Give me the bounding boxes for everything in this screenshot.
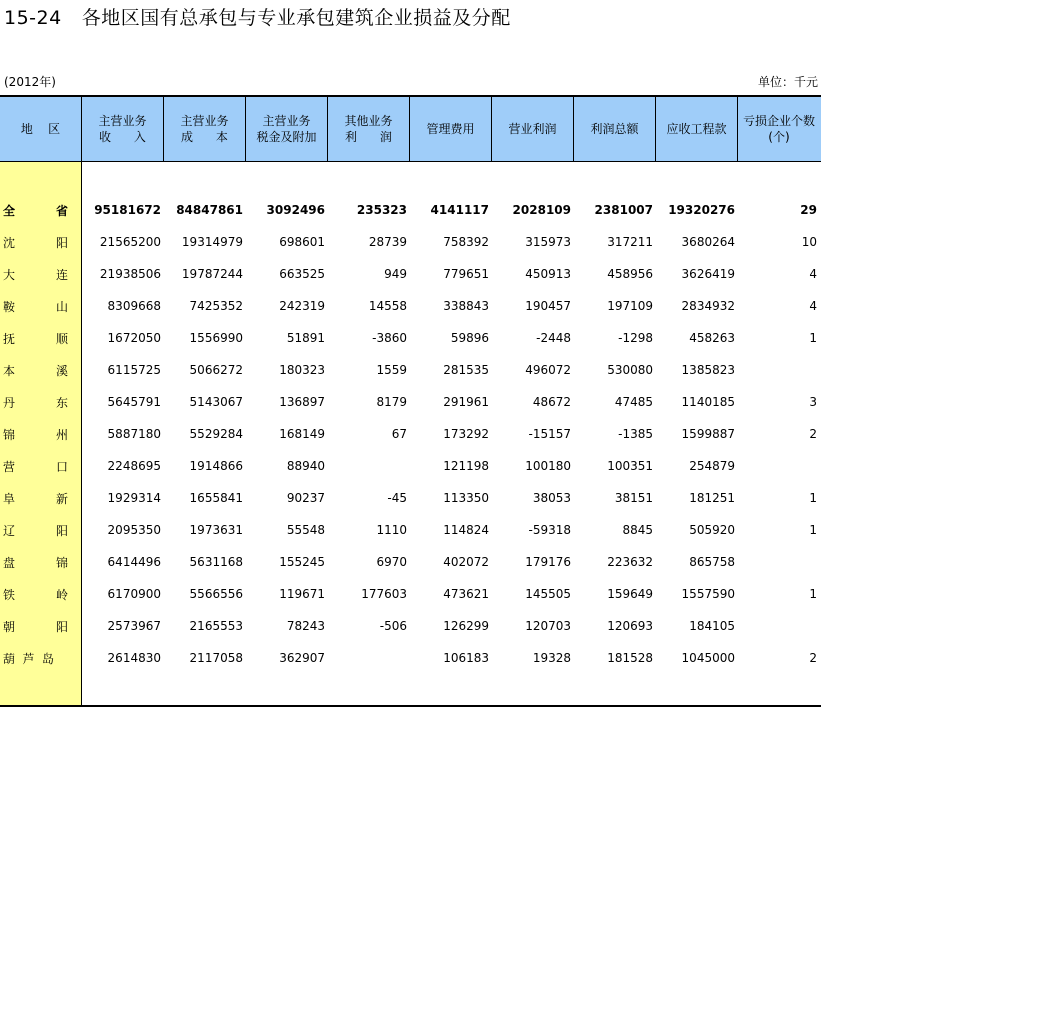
value-cell: 145505 (525, 587, 571, 601)
region-cell (0, 362, 82, 379)
value-cell: 181251 (689, 491, 735, 505)
value-cell: 121198 (443, 459, 489, 473)
table-row (0, 514, 821, 546)
value-cell: 3680264 (681, 235, 735, 249)
value-cell: 1385823 (681, 363, 735, 377)
value-cell: 168149 (279, 427, 325, 441)
value-cell: 19314979 (181, 235, 243, 249)
table-row (0, 386, 821, 418)
value-cell: 21938506 (99, 267, 161, 281)
value-cell: 14558 (368, 299, 407, 313)
table-row (0, 546, 821, 578)
region-char: 朝 (3, 619, 16, 634)
header-region: 地 区 (0, 97, 82, 161)
value-cell: 1655841 (189, 491, 243, 505)
region-char: 山 (55, 299, 68, 314)
value-cell: 59896 (450, 331, 489, 345)
value-cell: 5887180 (107, 427, 161, 441)
region-char: 丹 (3, 395, 16, 410)
value-cell: 159649 (607, 587, 653, 601)
page-title (4, 4, 511, 32)
table-row (0, 258, 821, 290)
value-cell: 67 (391, 427, 407, 441)
region-cell (0, 298, 82, 315)
value-cell: 5143067 (189, 395, 243, 409)
region-cell (0, 330, 82, 347)
table-row (0, 226, 821, 258)
value-cell: 2 (809, 427, 817, 441)
value-cell: 5645791 (107, 395, 161, 409)
value-cell: 254879 (689, 459, 735, 473)
value-cell: 315973 (525, 235, 571, 249)
value-cell: 38053 (532, 491, 571, 505)
value-cell: 1556990 (189, 331, 243, 345)
value-cell: 47485 (614, 395, 653, 409)
value-cell: 242319 (279, 299, 325, 313)
value-cell: 106183 (443, 651, 489, 665)
value-cell: 1045000 (681, 651, 735, 665)
region-char: 岛 (41, 651, 54, 666)
value-cell: 1 (809, 491, 817, 505)
value-cell: 1140185 (681, 395, 735, 409)
header-main-revenue: 主营业务 收 入 (82, 97, 164, 161)
value-cell: -506 (379, 619, 407, 633)
region-char: 岭 (55, 587, 68, 602)
value-cell: 100180 (525, 459, 571, 473)
value-cell: 113350 (443, 491, 489, 505)
value-cell: 126299 (443, 619, 489, 633)
value-cell: 179176 (525, 555, 571, 569)
value-cell: 402072 (443, 555, 489, 569)
table-row (0, 354, 821, 386)
value-cell: 1559 (376, 363, 407, 377)
region-char: 大 (3, 267, 16, 282)
region-char: 沈 (3, 235, 16, 250)
value-cell: 177603 (361, 587, 407, 601)
value-cell: -1298 (618, 331, 653, 345)
value-cell: 3 (809, 395, 817, 409)
value-cell: 1 (809, 587, 817, 601)
value-cell: 865758 (689, 555, 735, 569)
value-cell: 1110 (376, 523, 407, 537)
value-cell: 5566556 (189, 587, 243, 601)
value-cell: -59318 (528, 523, 571, 537)
value-cell: 8309668 (107, 299, 161, 313)
value-cell: 197109 (607, 299, 653, 313)
value-cell: 698601 (279, 235, 325, 249)
region-char: 铁 (3, 587, 16, 602)
value-cell: 235323 (356, 203, 407, 217)
value-cell: 758392 (443, 235, 489, 249)
value-cell: 5631168 (189, 555, 243, 569)
table-row (0, 482, 821, 514)
header-main-tax: 主营业务 税金及附加 (246, 97, 328, 161)
value-cell: 6170900 (107, 587, 161, 601)
header-main-cost: 主营业务 成 本 (164, 97, 246, 161)
value-cell: 450913 (525, 267, 571, 281)
value-cell: 2834932 (681, 299, 735, 313)
value-cell: 530080 (607, 363, 653, 377)
value-cell: 4141117 (430, 203, 489, 217)
header-other-profit: 其他业务 利 润 (328, 97, 410, 161)
value-cell: 19328 (532, 651, 571, 665)
table-row (0, 578, 821, 610)
region-cell (0, 650, 82, 667)
region-char: 本 (3, 363, 16, 378)
value-cell: 184105 (689, 619, 735, 633)
table-number: 15-24 (4, 7, 62, 29)
value-cell: 496072 (525, 363, 571, 377)
value-cell: 2117058 (189, 651, 243, 665)
value-cell: 3092496 (266, 203, 325, 217)
region-char: 阜 (3, 491, 16, 506)
region-char: 溪 (55, 363, 68, 378)
value-cell: 55548 (286, 523, 325, 537)
value-cell: 38151 (614, 491, 653, 505)
value-cell: 78243 (286, 619, 325, 633)
value-cell: 505920 (689, 523, 735, 537)
region-char: 盘 (3, 555, 16, 570)
region-char: 辽 (3, 523, 16, 538)
region-char: 锦 (55, 555, 68, 570)
table-row (0, 610, 821, 642)
value-cell: 29 (800, 203, 817, 217)
table-row (0, 290, 821, 322)
region-char: 顺 (55, 331, 68, 346)
value-cell: 7425352 (189, 299, 243, 313)
region-char: 抚 (3, 331, 16, 346)
value-cell: 458956 (607, 267, 653, 281)
value-cell: 5529284 (189, 427, 243, 441)
value-cell: 2095350 (107, 523, 161, 537)
value-cell: 88940 (286, 459, 325, 473)
value-cell: 1 (809, 523, 817, 537)
value-cell: 1973631 (189, 523, 243, 537)
value-cell: 291961 (443, 395, 489, 409)
header-admin-expense: 管理费用 (410, 97, 492, 161)
value-cell: 10 (801, 235, 817, 249)
region-char: 芦 (22, 651, 35, 666)
value-cell: 2248695 (107, 459, 161, 473)
region-cell (0, 426, 82, 443)
region-char: 阳 (55, 235, 68, 250)
region-char: 连 (55, 267, 68, 282)
value-cell: 2165553 (189, 619, 243, 633)
value-cell: 1914866 (189, 459, 243, 473)
region-char: 葫 (3, 651, 16, 666)
table-header (0, 95, 821, 162)
region-cell (0, 586, 82, 603)
value-cell: -3860 (372, 331, 407, 345)
region-char: 阳 (55, 619, 68, 634)
value-cell: 6414496 (107, 555, 161, 569)
region-cell (0, 234, 82, 251)
region-cell (0, 554, 82, 571)
value-cell: 6970 (376, 555, 407, 569)
value-cell: 1557590 (681, 587, 735, 601)
value-cell: 51891 (286, 331, 325, 345)
region-char: 东 (55, 395, 68, 410)
value-cell: 155245 (279, 555, 325, 569)
region-cell (0, 458, 82, 475)
region-cell (0, 394, 82, 411)
value-cell: 114824 (443, 523, 489, 537)
region-char: 鞍 (3, 299, 16, 314)
value-cell: 2028109 (512, 203, 571, 217)
table-body (0, 162, 821, 707)
value-cell: 119671 (279, 587, 325, 601)
value-cell: 8179 (376, 395, 407, 409)
value-cell: -1385 (618, 427, 653, 441)
value-cell: 663525 (279, 267, 325, 281)
region-char: 新 (55, 491, 68, 506)
data-table (0, 95, 821, 707)
year-label: (2012年) (4, 75, 56, 89)
value-cell: 4 (809, 267, 817, 281)
table-title: 各地区国有总承包与专业承包建筑企业损益及分配 (81, 7, 511, 29)
value-cell: 338843 (443, 299, 489, 313)
region-char: 全 (3, 203, 16, 218)
value-cell: 317211 (607, 235, 653, 249)
region-cell (0, 522, 82, 539)
region-cell (0, 618, 82, 635)
value-cell: 6115725 (107, 363, 161, 377)
value-cell: -15157 (528, 427, 571, 441)
value-cell: 100351 (607, 459, 653, 473)
header-loss-enterprises: 亏损企业个数 (个) (742, 114, 815, 144)
region-cell (0, 266, 82, 283)
table-row (0, 642, 821, 674)
value-cell: 3626419 (681, 267, 735, 281)
value-cell: 136897 (279, 395, 325, 409)
value-cell: 2 (809, 651, 817, 665)
value-cell: 2573967 (107, 619, 161, 633)
value-cell: 48672 (532, 395, 571, 409)
header-receivables: 应收工程款 (656, 97, 738, 161)
value-cell: 180323 (279, 363, 325, 377)
value-cell: 4 (809, 299, 817, 313)
value-cell: 949 (384, 267, 407, 281)
region-cell (0, 490, 82, 507)
region-cell (0, 202, 82, 219)
region-char: 省 (55, 203, 68, 218)
table-row (0, 194, 821, 226)
region-char: 州 (55, 427, 68, 442)
value-cell: 173292 (443, 427, 489, 441)
value-cell: 1929314 (107, 491, 161, 505)
value-cell: 120693 (607, 619, 653, 633)
header-operating-profit: 营业利润 (492, 97, 574, 161)
value-cell: 458263 (689, 331, 735, 345)
value-cell: 1599887 (681, 427, 735, 441)
value-cell: 2614830 (107, 651, 161, 665)
table-rows (0, 194, 821, 674)
value-cell: 223632 (607, 555, 653, 569)
value-cell: 21565200 (99, 235, 161, 249)
header-total-profit: 利润总额 (574, 97, 656, 161)
value-cell: 28739 (368, 235, 407, 249)
value-cell: 1 (809, 331, 817, 345)
region-char: 锦 (3, 427, 16, 442)
value-cell: 2381007 (594, 203, 653, 217)
table-row (0, 418, 821, 450)
value-cell: 120703 (525, 619, 571, 633)
value-cell: 8845 (622, 523, 653, 537)
value-cell: 779651 (443, 267, 489, 281)
value-cell: -2448 (536, 331, 571, 345)
value-cell: -45 (387, 491, 407, 505)
table-row (0, 450, 821, 482)
value-cell: 190457 (525, 299, 571, 313)
value-cell: 362907 (279, 651, 325, 665)
value-cell: 1672050 (107, 331, 161, 345)
value-cell: 19320276 (668, 203, 735, 217)
value-cell: 95181672 (94, 203, 161, 217)
region-char: 口 (55, 459, 68, 474)
value-cell: 84847861 (176, 203, 243, 217)
value-cell: 19787244 (181, 267, 243, 281)
value-cell: 181528 (607, 651, 653, 665)
value-cell: 5066272 (189, 363, 243, 377)
region-char: 营 (3, 459, 16, 474)
value-cell: 473621 (443, 587, 489, 601)
value-cell: 281535 (443, 363, 489, 377)
value-cell: 90237 (286, 491, 325, 505)
table-row (0, 322, 821, 354)
unit-label: 单位：千元 (757, 75, 818, 89)
region-char: 阳 (55, 523, 68, 538)
